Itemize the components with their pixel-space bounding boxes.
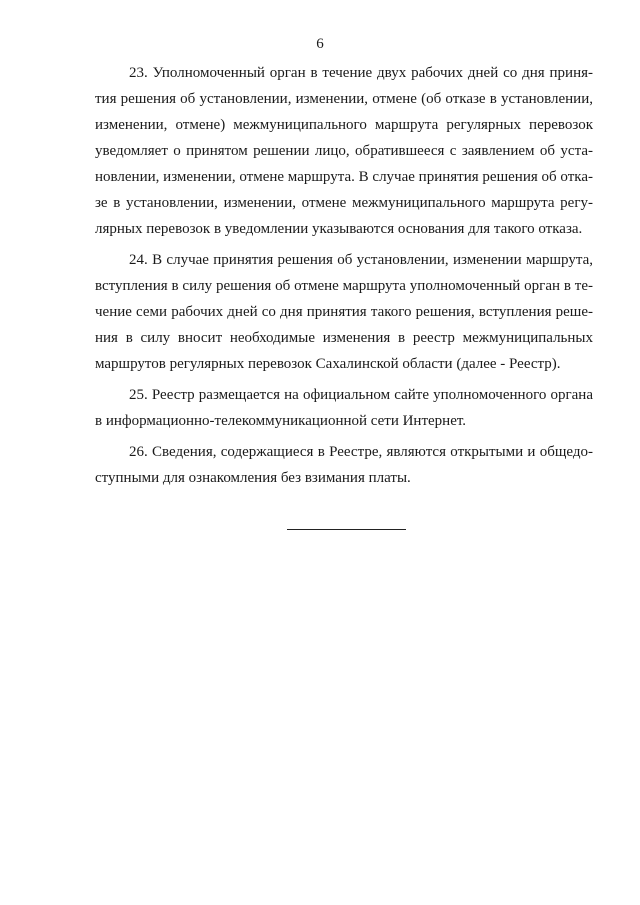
paragraph-25: 25. Реестр размещается на официальном сайте уполномоченного органа в информационно-телекоммуникационной сети Интернет. (95, 387, 593, 429)
paragraph-26: 26. Сведения, содержащиеся в Реестре, являются открытыми и общедоступными для ознакомления без взимания платы. (95, 444, 593, 486)
paragraph-24: 24. В случае принятия решения об установлении, изменении маршрута, вступления в силу решения об отмене маршрута уполномоченный орган в течение семи рабочих дней со дня принятия такого решения, вступления решения в силу вносит необходимые изменения в реестр межмуниципальных маршрутов регулярных перевозок Сахалинской области (далее - Реестр). (95, 252, 593, 372)
page-number: 6 (316, 36, 324, 52)
document-body (95, 60, 593, 496)
end-separator-line (287, 529, 406, 530)
paragraph-23: 23. Уполномоченный орган в течение двух рабочих дней со дня принятия решения об установлении, изменении, отмене (об отказе в установлении, изменении, отмене) межмуниципального маршрута регулярных перевозок уведомляет о принятом решении лицо, обратившееся с заявлением об установлении, изменении, отмене маршрута. В случае принятия решения об отказе в установлении, изменении, отмене межмуниципального маршрута регулярных перевозок в уведомлении указываются основания для такого отказа. (95, 65, 593, 237)
